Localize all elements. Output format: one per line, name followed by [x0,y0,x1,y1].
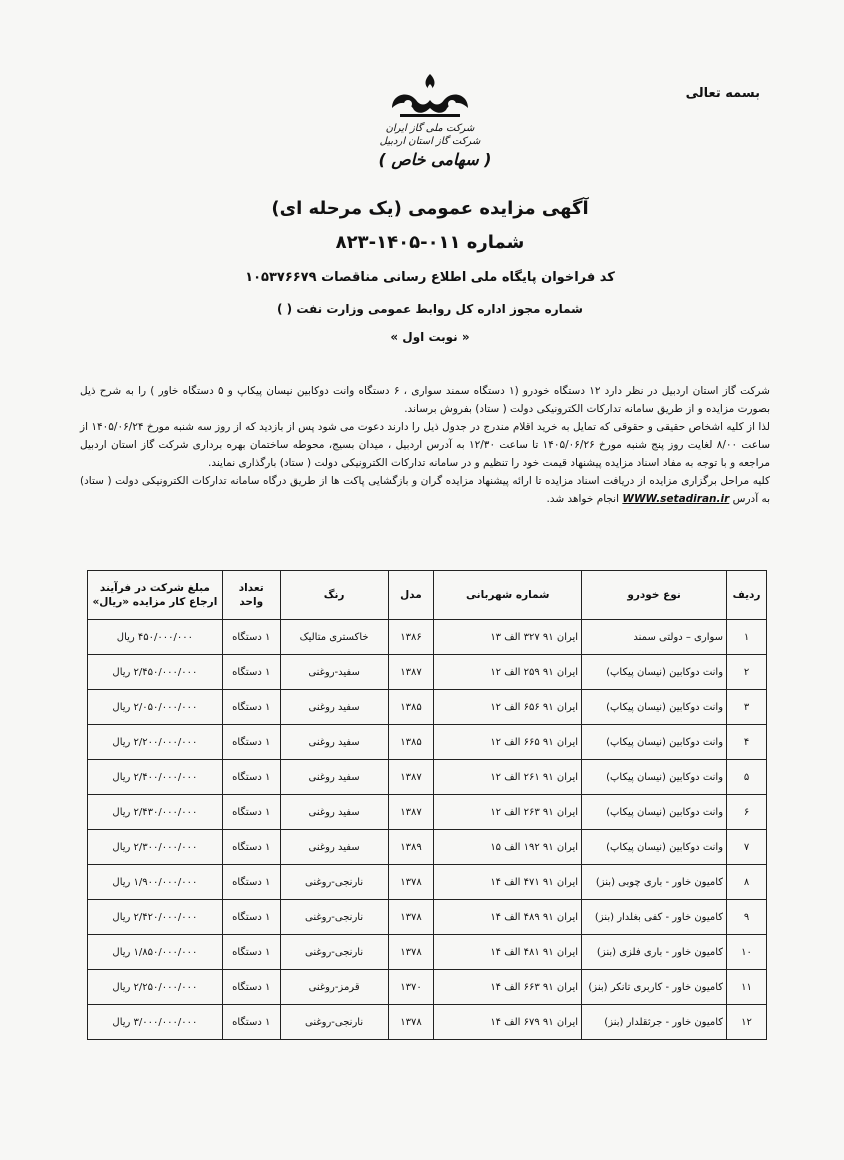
row-number-cell: ۳ [727,690,767,725]
header-plate: شماره شهربانی [434,571,582,620]
count-cell: ۱ دستگاه [222,690,280,725]
count-cell: ۱ دستگاه [222,900,280,935]
model-cell: ۱۳۷۸ [388,1005,434,1040]
price-cell: ۳/۰۰۰/۰۰۰/۰۰۰ ریال [88,1005,223,1040]
model-cell: ۱۳۸۷ [388,655,434,690]
price-cell: ۲/۰۵۰/۰۰۰/۰۰۰ ریال [88,690,223,725]
vehicle-cell: وانت دوکابین (نیسان پیکاپ) [582,690,727,725]
company-name-line-1: شرکت ملی گاز ایران [385,123,475,134]
vehicle-cell: سواری – دولتی سمند [582,620,727,655]
price-cell: ۲/۲۵۰/۰۰۰/۰۰۰ ریال [88,970,223,1005]
row-number-cell: ۵ [727,760,767,795]
plate-cell: ایران ۹۱ ۶۶۳ الف ۱۴ [434,970,582,1005]
table-header-row [88,571,767,620]
row-number-cell: ۱ [727,620,767,655]
table-body [88,620,767,1040]
color-cell: سفید روغنی [280,760,388,795]
vehicle-cell: کامیون خاور - کفی بغلدار (بنز) [582,900,727,935]
price-cell: ۲/۴۰۰/۰۰۰/۰۰۰ ریال [88,760,223,795]
table-row [88,865,767,900]
color-cell: نارنجی-روغنی [280,1005,388,1040]
vehicle-cell: وانت دوکابین (نیسان پیکاپ) [582,725,727,760]
vehicle-cell: وانت دوکابین (نیسان پیکاپ) [582,795,727,830]
plate-cell: ایران ۹۱ ۶۶۵ الف ۱۲ [434,725,582,760]
price-cell: ۲/۴۳۰/۰۰۰/۰۰۰ ریال [88,795,223,830]
model-cell: ۱۳۸۵ [388,725,434,760]
plate-cell: ایران ۹۱ ۴۸۱ الف ۱۴ [434,935,582,970]
color-cell: نارنجی-روغنی [280,865,388,900]
row-number-cell: ۲ [727,655,767,690]
setad-link[interactable]: WWW.setadiran.ir [622,493,730,505]
color-cell: سفید-روغنی [280,655,388,690]
body-paragraph-1: شرکت گاز استان اردبیل در نظر دارد ۱۲ دستگاه خودرو (۱ دستگاه سمند سواری ، ۶ دستگاه وانت دوکابین نیسان پیکاپ و ۵ دستگاه خاور ) را به شرح ذیل بصورت مزایده و از طریق سامانه تدارکات الکترونیکی دولت ( ستاد) بفروش برساند. [80,385,770,415]
count-cell: ۱ دستگاه [222,935,280,970]
notice-number: شماره ۰۱۱-۱۴۰۵-۸۲۳ [335,232,525,253]
plate-cell: ایران ۹۱ ۲۶۱ الف ۱۲ [434,760,582,795]
table-row [88,900,767,935]
vehicle-cell: کامیون خاور - باری چوبی (بنز) [582,865,727,900]
plate-cell: ایران ۹۱ ۳۲۷ الف ۱۳ [434,620,582,655]
row-number-cell: ۱۱ [727,970,767,1005]
model-cell: ۱۳۸۹ [388,830,434,865]
plate-cell: ایران ۹۱ ۱۹۲ الف ۱۵ [434,830,582,865]
header-color: رنگ [280,571,388,620]
notice-body [80,382,770,508]
vehicle-cell: وانت دوکابین (نیسان پیکاپ) [582,655,727,690]
color-cell: نارنجی-روغنی [280,900,388,935]
price-cell: ۲/۴۵۰/۰۰۰/۰۰۰ ریال [88,655,223,690]
model-cell: ۱۳۸۷ [388,760,434,795]
company-logo [380,70,480,120]
table-row [88,1005,767,1040]
model-cell: ۱۳۷۸ [388,865,434,900]
row-number-cell: ۸ [727,865,767,900]
vehicle-cell: کامیون خاور - جرثقلدار (بنز) [582,1005,727,1040]
color-cell: سفید روغنی [280,795,388,830]
body-paragraph-2: لذا از کلیه اشخاص حقیقی و حقوقی که تمایل به خرید اقلام مندرج در جدول ذیل را دارند دعوت می شود پس از بازدید که از روز سه شنبه مورخ ۱۴۰۵/۰۶/۲۴ از ساعت ۸/۰۰ لغایت روز پنج شنبه مورخ ۱۴۰۵/۰۶/۲۶ تا ساعت ۱۲/۳۰ به آدرس اردبیل ، میدان بسیج، محوطه ساختمان بهره برداری شرکت گاز استان اردبیل مراجعه و با توجه به مفاد اسناد مزایده پیشنهاد قیمت خود را تنظیم و در سامانه تدارکات الکترونیکی دولت ( ستاد) بارگذاری نمایند. [80,421,770,469]
color-cell: نارنجی-روغنی [280,935,388,970]
price-cell: ۱/۸۵۰/۰۰۰/۰۰۰ ریال [88,935,223,970]
price-cell: ۴۵۰/۰۰۰/۰۰۰ ریال [88,620,223,655]
plate-cell: ایران ۹۱ ۴۷۱ الف ۱۴ [434,865,582,900]
header-price: مبلغ شرکت در فرآیند ارجاع کار مزایده «ریال» [88,571,223,620]
color-cell: خاکستری متالیک [280,620,388,655]
company-type: ( سهامی خاص ) [378,150,492,169]
permit-number: شماره مجوز اداره کل روابط عمومی وزارت نفت ( ) [277,302,583,316]
count-cell: ۱ دستگاه [222,655,280,690]
vehicle-cell: کامیون خاور - باری فلزی (بنز) [582,935,727,970]
bism-heading: بسمه تعالی [685,86,760,101]
color-cell: قرمز-روغنی [280,970,388,1005]
row-number-cell: ۶ [727,795,767,830]
count-cell: ۱ دستگاه [222,1005,280,1040]
row-number-cell: ۱۲ [727,1005,767,1040]
model-cell: ۱۳۸۵ [388,690,434,725]
tender-code: کد فراخوان پایگاه ملی اطلاع رسانی مناقصات ۱۰۵۳۷۶۶۷۹ [245,270,615,285]
header-row-number: ردیف [727,571,767,620]
table-row [88,655,767,690]
price-cell: ۲/۲۰۰/۰۰۰/۰۰۰ ریال [88,725,223,760]
color-cell: سفید روغنی [280,690,388,725]
table-row [88,620,767,655]
table-row [88,935,767,970]
vehicle-cell: وانت دوکابین (نیسان پیکاپ) [582,760,727,795]
table-row [88,760,767,795]
body-paragraph-3-end: انجام خواهد شد. [546,493,620,505]
model-cell: ۱۳۷۸ [388,935,434,970]
model-cell: ۱۳۸۷ [388,795,434,830]
count-cell: ۱ دستگاه [222,620,280,655]
publication-round: « نوبت اول » [390,330,470,344]
plate-cell: ایران ۹۱ ۶۵۶ الف ۱۲ [434,690,582,725]
count-cell: ۱ دستگاه [222,725,280,760]
plate-cell: ایران ۹۱ ۲۶۳ الف ۱۲ [434,795,582,830]
model-cell: ۱۳۸۶ [388,620,434,655]
model-cell: ۱۳۷۸ [388,900,434,935]
body-paragraph-3 [80,472,770,508]
model-cell: ۱۳۷۰ [388,970,434,1005]
table-row [88,795,767,830]
row-number-cell: ۱۰ [727,935,767,970]
plate-cell: ایران ۹۱ ۶۷۹ الف ۱۴ [434,1005,582,1040]
price-cell: ۲/۴۲۰/۰۰۰/۰۰۰ ریال [88,900,223,935]
plate-cell: ایران ۹۱ ۲۵۹ الف ۱۲ [434,655,582,690]
header-model: مدل [388,571,434,620]
company-name-line-2: شرکت گاز استان اردبیل [379,136,481,147]
count-cell: ۱ دستگاه [222,865,280,900]
price-cell: ۲/۳۰۰/۰۰۰/۰۰۰ ریال [88,830,223,865]
count-cell: ۱ دستگاه [222,970,280,1005]
notice-title: آگهی مزایده عمومی (یک مرحله ای) [271,198,589,219]
vehicle-cell: کامیون خاور - کاربری تانکر (بنز) [582,970,727,1005]
price-cell: ۱/۹۰۰/۰۰۰/۰۰۰ ریال [88,865,223,900]
plate-cell: ایران ۹۱ ۴۸۹ الف ۱۴ [434,900,582,935]
row-number-cell: ۷ [727,830,767,865]
color-cell: سفید روغنی [280,830,388,865]
body-paragraph-3-start: کلیه مراحل برگزاری مزایده از دریافت اسناد مزایده تا ارائه پیشنهاد مزایده گران و بازگشایی پاکت ها از طریق درگاه سامانه تدارکات الکترونیکی دولت ( ستاد) به آدرس [80,475,770,505]
table-row [88,725,767,760]
header-vehicle: نوع خودرو [582,571,727,620]
table-row [88,830,767,865]
table-row [88,690,767,725]
vehicle-cell: وانت دوکابین (نیسان پیکاپ) [582,830,727,865]
count-cell: ۱ دستگاه [222,760,280,795]
vehicles-table [87,570,767,1040]
company-name [370,122,490,148]
table-row [88,970,767,1005]
color-cell: سفید روغنی [280,725,388,760]
header-count: تعداد واحد [222,571,280,620]
count-cell: ۱ دستگاه [222,830,280,865]
count-cell: ۱ دستگاه [222,795,280,830]
row-number-cell: ۴ [727,725,767,760]
row-number-cell: ۹ [727,900,767,935]
